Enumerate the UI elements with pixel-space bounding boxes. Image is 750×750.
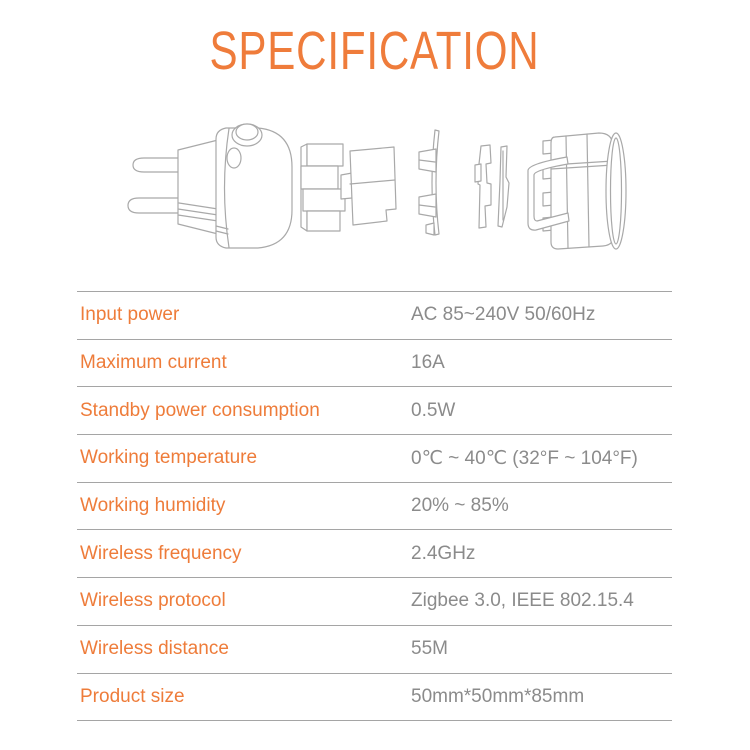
spec-label: Working humidity xyxy=(80,495,226,517)
spec-value: 0℃ ~ 40℃ (32°F ~ 104°F) xyxy=(411,447,638,469)
spec-row-working-humidity xyxy=(77,482,672,530)
diagram-inner-module xyxy=(301,144,396,231)
spec-row-working-temperature xyxy=(77,434,672,482)
spec-label: Input power xyxy=(80,304,180,326)
spec-value: Zigbee 3.0, IEEE 802.15.4 xyxy=(411,590,634,612)
spec-row-wireless-frequency xyxy=(77,529,672,577)
product-exploded-diagram xyxy=(95,105,655,275)
exploded-view-drawing xyxy=(95,105,655,275)
spec-row-maximum-current xyxy=(77,339,672,387)
spec-label: Standby power consumption xyxy=(80,399,320,421)
diagram-plug-body xyxy=(128,124,292,248)
spec-value: 50mm*50mm*85mm xyxy=(411,685,585,707)
diagram-mid-plate xyxy=(419,130,439,235)
spec-value: 2.4GHz xyxy=(411,542,476,564)
spec-table xyxy=(77,291,672,721)
spec-label: Wireless distance xyxy=(80,638,229,660)
spec-row-wireless-protocol xyxy=(77,577,672,625)
spec-value: 55M xyxy=(411,638,448,660)
diagram-contact-strips xyxy=(475,145,509,228)
spec-row-product-size xyxy=(77,673,672,721)
diagram-back-cover xyxy=(528,133,626,249)
spec-label: Product size xyxy=(80,685,185,707)
spec-label: Wireless protocol xyxy=(80,590,226,612)
spec-row-wireless-distance xyxy=(77,625,672,673)
spec-value: 20% ~ 85% xyxy=(411,495,509,517)
spec-value: AC 85~240V 50/60Hz xyxy=(411,304,596,326)
spec-label: Maximum current xyxy=(80,352,227,374)
spec-value: 0.5W xyxy=(411,399,456,421)
spec-row-input-power xyxy=(77,291,672,339)
spec-row-standby-power xyxy=(77,386,672,434)
page-title: SPECIFICATION xyxy=(210,21,540,81)
page-header xyxy=(0,21,750,81)
spec-value: 16A xyxy=(411,352,445,374)
spec-label: Wireless frequency xyxy=(80,542,242,564)
spec-label: Working temperature xyxy=(80,447,258,469)
